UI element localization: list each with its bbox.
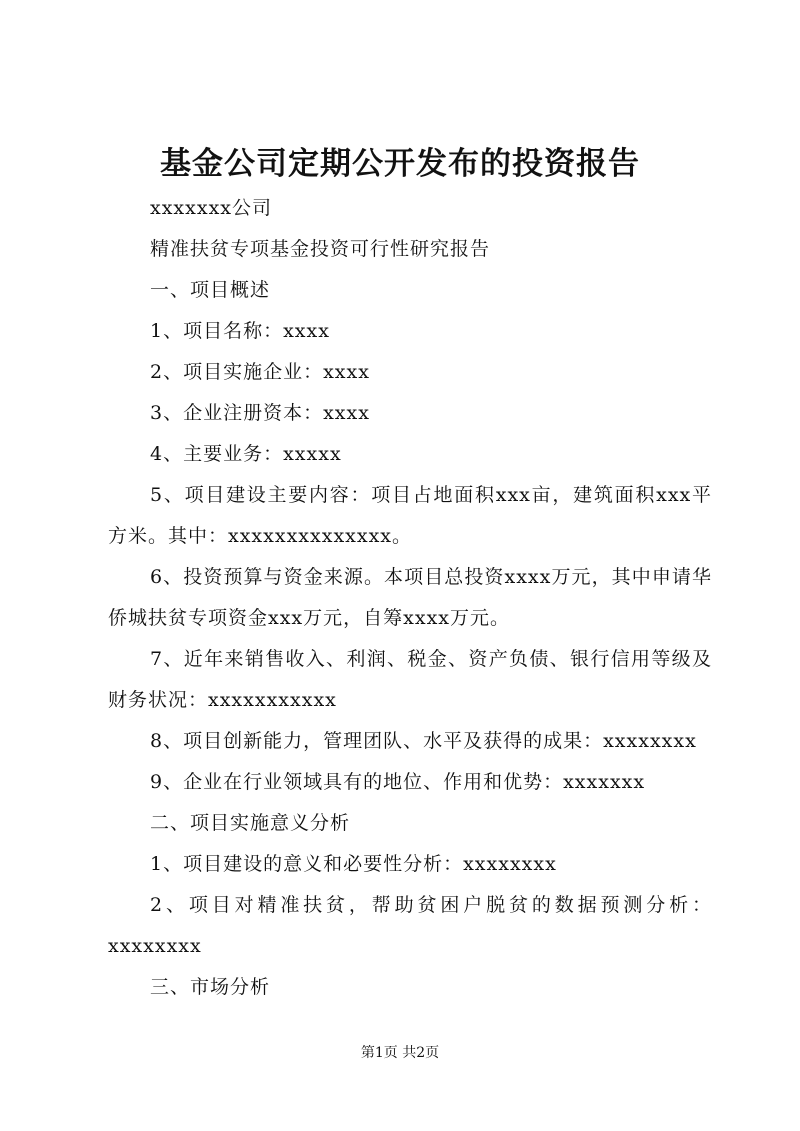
list-item-project-name: 1、项目名称：xxxx [150,320,330,342]
section-heading-market: 三、市场分析 [150,976,271,998]
section-heading-significance: 二、项目实施意义分析 [150,812,351,834]
list-item-implementing-company: 2、项目实施企业：xxxx [150,361,370,383]
page-footer: 第1页 共2页 [360,1045,440,1061]
list-item-innovation: 8、项目创新能力，管理团队、水平及获得的成果：xxxxxxxx [150,730,697,752]
list-item-poverty-forecast: 2、项目对精准扶贫，帮助贫困户脱贫的数据预测分析：xxxxxxxx [108,894,712,957]
list-item-necessity-analysis: 1、项目建设的意义和必要性分析：xxxxxxxx [150,853,557,875]
document-title: 基金公司定期公开发布的投资报告 [160,146,640,182]
list-item-industry-position: 9、企业在行业领域具有的地位、作用和优势：xxxxxxx [150,771,646,793]
list-item-investment-budget: 6、投资预算与资金来源。本项目总投资xxxx万元，其中申请华侨城扶贫专项资金xxx万元，自筹xxxx万元。 [108,566,712,629]
section-heading-overview: 一、项目概述 [150,279,271,301]
company-name: xxxxxxx公司 [150,197,273,219]
list-item-construction-content: 5、项目建设主要内容：项目占地面积xxx亩，建筑面积xxx平方米。其中：xxxxxxxxxxxxxx。 [108,484,712,547]
report-subtitle: 精准扶贫专项基金投资可行性研究报告 [150,238,491,260]
document-body [108,188,712,1008]
list-item-financial-status: 7、近年来销售收入、利润、税金、资产负债、银行信用等级及财务状况：xxxxxxxxxxx [108,648,712,711]
list-item-registered-capital: 3、企业注册资本：xxxx [150,402,370,424]
list-item-main-business: 4、主要业务：xxxxx [150,443,342,465]
